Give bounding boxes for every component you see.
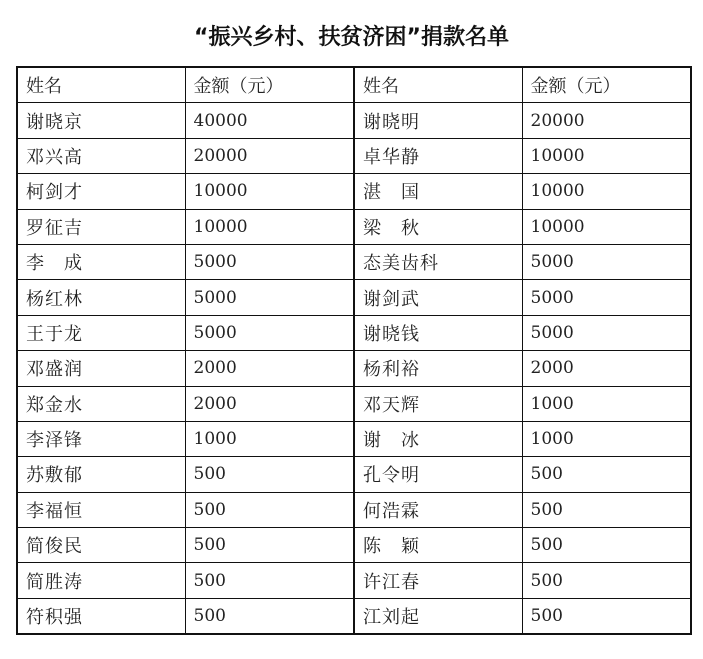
table-row (17, 598, 691, 634)
donor-name-right: 江刘起 (354, 598, 522, 634)
donor-name-left: 杨红林 (17, 280, 185, 315)
donation-amount-left: 500 (185, 563, 354, 598)
donation-amount-left: 10000 (185, 209, 354, 244)
header-amount-right: 金额（元） (522, 67, 691, 103)
donor-name-right: 态美齿科 (354, 244, 522, 279)
table-body (17, 103, 691, 634)
table-row (17, 244, 691, 279)
table-row (17, 209, 691, 244)
donor-name-left: 简俊民 (17, 528, 185, 563)
donor-name-left: 李 成 (17, 244, 185, 279)
donation-amount-right: 500 (522, 563, 691, 598)
donation-amount-right: 5000 (522, 315, 691, 350)
donation-amount-left: 500 (185, 598, 354, 634)
donation-amount-left: 10000 (185, 174, 354, 209)
donor-name-left: 苏敷郁 (17, 457, 185, 492)
header-row (17, 67, 691, 103)
donor-name-left: 郑金水 (17, 386, 185, 421)
donor-name-right: 许江春 (354, 563, 522, 598)
donor-name-right: 陈 颖 (354, 528, 522, 563)
donation-amount-right: 10000 (522, 138, 691, 173)
donation-amount-left: 20000 (185, 138, 354, 173)
donation-amount-right: 1000 (522, 386, 691, 421)
table-row (17, 528, 691, 563)
donation-amount-right: 500 (522, 598, 691, 634)
donor-name-left: 柯剑才 (17, 174, 185, 209)
table-row (17, 492, 691, 527)
donation-amount-right: 10000 (522, 174, 691, 209)
donor-name-right: 谢晓钱 (354, 315, 522, 350)
donation-amount-left: 1000 (185, 421, 354, 456)
donor-name-left: 李泽锋 (17, 421, 185, 456)
donor-name-left: 邓盛润 (17, 351, 185, 386)
table-row (17, 138, 691, 173)
donation-amount-right: 10000 (522, 209, 691, 244)
donor-name-right: 孔令明 (354, 457, 522, 492)
header-name-right: 姓名 (354, 67, 522, 103)
table-row (17, 457, 691, 492)
donor-name-right: 邓天辉 (354, 386, 522, 421)
header-amount-left: 金额（元） (185, 67, 354, 103)
donor-name-right: 谢剑武 (354, 280, 522, 315)
donation-amount-right: 20000 (522, 103, 691, 138)
document-title: “振兴乡村、扶贫济困”捐款名单 (194, 25, 509, 50)
donation-amount-right: 2000 (522, 351, 691, 386)
donor-name-right: 梁 秋 (354, 209, 522, 244)
donation-amount-right: 500 (522, 457, 691, 492)
table-row (17, 386, 691, 421)
donation-amount-right: 5000 (522, 280, 691, 315)
donation-table (16, 66, 692, 635)
donor-name-right: 杨利裕 (354, 351, 522, 386)
donation-amount-left: 40000 (185, 103, 354, 138)
donor-name-left: 简胜涛 (17, 563, 185, 598)
table-row (17, 351, 691, 386)
donor-name-left: 谢晓京 (17, 103, 185, 138)
table-row (17, 315, 691, 350)
donation-amount-left: 2000 (185, 351, 354, 386)
donor-name-right: 湛 国 (354, 174, 522, 209)
donor-name-left: 罗征吉 (17, 209, 185, 244)
donation-amount-left: 500 (185, 457, 354, 492)
donation-amount-left: 5000 (185, 244, 354, 279)
donation-amount-right: 1000 (522, 421, 691, 456)
donor-name-left: 李福恒 (17, 492, 185, 527)
donation-amount-left: 500 (185, 492, 354, 527)
donor-name-right: 卓华静 (354, 138, 522, 173)
donor-name-right: 谢晓明 (354, 103, 522, 138)
donation-amount-right: 500 (522, 528, 691, 563)
table-row (17, 280, 691, 315)
table-header (17, 67, 691, 103)
donor-name-left: 王于龙 (17, 315, 185, 350)
donation-amount-left: 5000 (185, 315, 354, 350)
donation-amount-right: 500 (522, 492, 691, 527)
table-row (17, 174, 691, 209)
donation-amount-left: 5000 (185, 280, 354, 315)
header-name-left: 姓名 (17, 67, 185, 103)
donation-amount-left: 2000 (185, 386, 354, 421)
donation-amount-right: 5000 (522, 244, 691, 279)
donor-name-left: 符积强 (17, 598, 185, 634)
donor-name-right: 何浩霖 (354, 492, 522, 527)
table-row (17, 421, 691, 456)
donor-name-left: 邓兴高 (17, 138, 185, 173)
table-row (17, 103, 691, 138)
donation-amount-left: 500 (185, 528, 354, 563)
donor-name-right: 谢 冰 (354, 421, 522, 456)
table-row (17, 563, 691, 598)
